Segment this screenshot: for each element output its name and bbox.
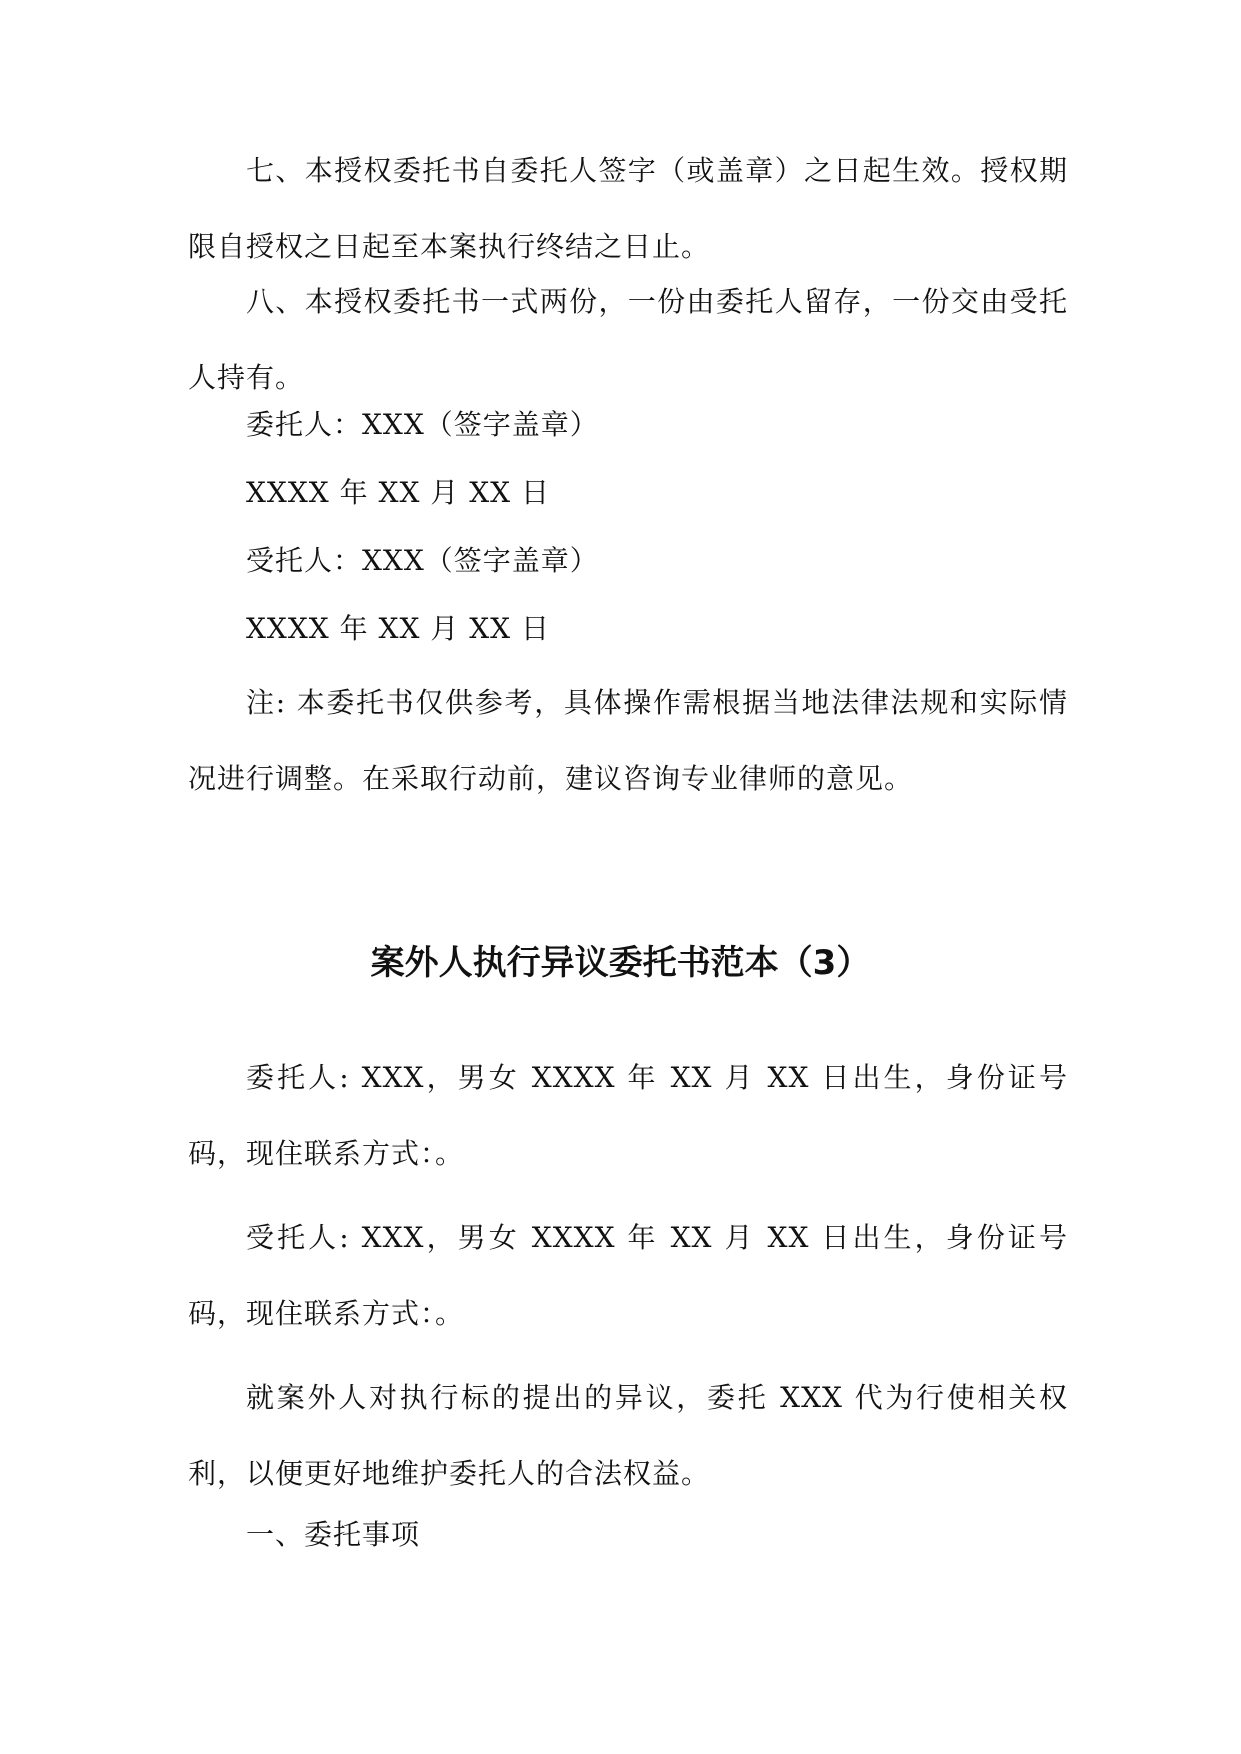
clause-eight: 八、本授权委托书一式两份，一份由委托人留存，一份交由受托人持有。 [188, 285, 1068, 394]
principal-date: XXXX 年 XX 月 XX 日 [246, 476, 550, 509]
principal-info: 委托人: XXX，男女 XXXX 年 XX 月 XX 日出生，身份证号码，现住联系方式：。 [188, 1061, 1068, 1170]
agent-date: XXXX 年 XX 月 XX 日 [246, 612, 550, 645]
template-heading: 案外人执行异议委托书范本（3） [370, 943, 871, 983]
note-paragraph: 注: 本委托书仅供参考，具体操作需根据当地法律法规和实际情况进行调整。在采取行动前，建议咨询专业律师的意见。 [188, 686, 1068, 795]
agent-info: 受托人: XXX，男女 XXXX 年 XX 月 XX 日出生，身份证号码，现住联系方式：。 [188, 1221, 1068, 1330]
agent-signature: 受托人：XXX（签字盖章） [246, 544, 599, 577]
principal-signature: 委托人：XXX（签字盖章） [246, 408, 599, 441]
section-one-heading: 一、委托事项 [246, 1518, 421, 1551]
clause-seven: 七、本授权委托书自委托人签字（或盖章）之日起生效。授权期限自授权之日起至本案执行终结之日止。 [188, 154, 1068, 263]
purpose-paragraph: 就案外人对执行标的提出的异议，委托 XXX 代为行使相关权利，以便更好地维护委托人的合法权益。 [188, 1381, 1068, 1490]
